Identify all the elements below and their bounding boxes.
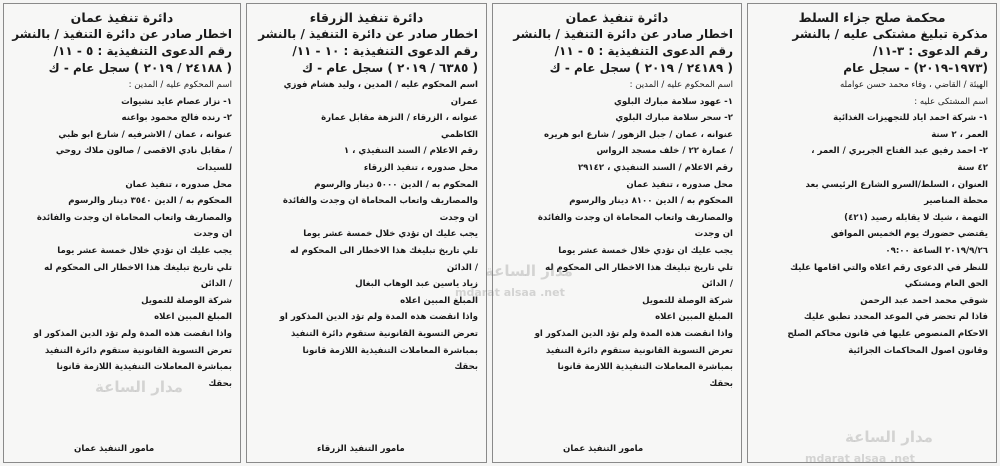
case-number-line: رقم الدعوى التنفيذية : ١٠ - ١١/ bbox=[292, 44, 478, 58]
notice-text-line: شركة الوصلة للتمويل bbox=[141, 295, 232, 306]
notice-text-line: اسم المحكوم عليه / المدين ، وليد هشام فوزي bbox=[283, 80, 478, 90]
notice-text-line: والمصاريف واتعاب المحاماة ان وجدت والفائدة bbox=[537, 212, 733, 223]
notice-text-line: والمصاريف واتعاب المحاماة ان وجدت والفائدة bbox=[282, 196, 478, 207]
notice-title: دائرة تنفيذ عمان bbox=[565, 10, 669, 25]
case-number-line: رقم الدعوى التنفيذية : ٥ - ١١/ bbox=[53, 44, 232, 58]
watermark-text: mdarat alsaa .net bbox=[805, 452, 915, 465]
notice-text-line: / الدائن bbox=[446, 262, 478, 273]
notice-text-line: شوقي محمد احمد عبد الرحمن bbox=[860, 295, 988, 306]
notice-text-line: رقم الاعلام / السند التنفيذي ، ١ bbox=[343, 146, 478, 157]
notice-text-line: تلي تاريخ تبليغك هذا الاخطار الى المحكوم له bbox=[290, 245, 478, 256]
notice-text-line: وقانون اصول المحاكمات الجزائية bbox=[848, 345, 988, 356]
watermark-text: مدار الساعة bbox=[485, 262, 573, 280]
watermark-text: mdarat alsaa .net bbox=[455, 286, 565, 299]
notice-text-line: فاذا لم تحضر في الموعد المحدد تطبق عليك bbox=[803, 312, 988, 323]
notice-title: دائرة تنفيذ عمان bbox=[70, 10, 174, 25]
notice-text-line: العنوان ، السلط/السرو الشارع الرئيسي بعد bbox=[805, 179, 988, 190]
notice-text-line: يجب عليك ان تؤدي خلال خمسة عشر يوما bbox=[57, 245, 232, 256]
notice-footer-signature: مامور التنفيذ الزرقاء bbox=[317, 444, 405, 455]
notice-text-line: المحكوم به / الدين ٨١٠٠ دينار والرسوم bbox=[569, 196, 733, 207]
notice-text-line: شركة الوصلة للتمويل bbox=[642, 295, 733, 306]
notice-text-line: ٢- سحر سلامة مبارك البلوي bbox=[615, 113, 733, 124]
notice-text-line: عنوانه ، عمان / الاشرفيه / شارع ابو ظبي bbox=[58, 129, 232, 140]
notice-text-line: المبلغ المبين اعلاه bbox=[154, 312, 232, 323]
notice-footer-signature: مامور التنفيذ عمان bbox=[563, 444, 644, 455]
notice-title: دائرة تنفيذ الزرقاء bbox=[309, 10, 424, 25]
notice-text-line: تعرض التسوية القانونية ستقوم دائرة التنفيذ bbox=[545, 345, 733, 356]
notice-text-line: عنوانه ، عمان / جبل الزهور / شارع ابو هريره bbox=[543, 129, 733, 140]
notice-text-line: محل صدوره ، تنفيذ الزرقاء bbox=[363, 162, 478, 173]
notice-text-line: محل صدوره ، تنفيذ عمان bbox=[125, 179, 232, 190]
notice-text-line: بحقك bbox=[454, 362, 478, 373]
notice-text-line: واذا انقضت هذه المدة ولم تؤد الدين المذكور او bbox=[33, 328, 232, 339]
notice-text-line: يقتضي حضورك يوم الخميس الموافق bbox=[830, 229, 988, 240]
notice-column-amman-24189 bbox=[492, 3, 742, 463]
notice-text-line: واذا انقضت هذه المدة ولم تؤد الدين المذكور او bbox=[534, 328, 733, 339]
notice-text-line: للسيدات bbox=[196, 162, 232, 173]
notice-text-line: رقم الاعلام / السند التنفيذي ، ٢٩١٤٢ bbox=[577, 162, 733, 173]
notice-subtitle: اخطار صادر عن دائرة التنفيذ / بالنشر bbox=[12, 27, 232, 41]
notice-text-line: والمصاريف واتعاب المحاماة ان وجدت والفائدة bbox=[36, 212, 232, 223]
notice-text-line: واذا انقضت هذه المدة ولم تؤد الدين المذكور او bbox=[279, 312, 478, 323]
notice-text-line: للنظر في الدعوى رقم اعلاه والتي اقامها عليك bbox=[790, 262, 988, 273]
notice-text-line: زياد ياسين عبد الوهاب البغال bbox=[355, 279, 478, 290]
notice-footer-signature: مامور التنفيذ عمان bbox=[74, 444, 155, 455]
notice-text-line: ان وجدت bbox=[193, 229, 232, 240]
case-number-line: رقم الدعوى : ٣-١١/ bbox=[872, 44, 988, 58]
notice-text-line: محطة المناصير bbox=[924, 196, 988, 207]
notice-text-line: عمران bbox=[450, 96, 478, 107]
notice-text-line: اسم المحكوم عليه / المدين : bbox=[629, 80, 733, 90]
notice-text-line: محل صدوره ، تنفيذ عمان bbox=[626, 179, 733, 190]
notice-text-line: بحقك bbox=[208, 378, 232, 389]
notice-text-line: المحكوم به / الدين ٥٠٠٠ دينار والرسوم bbox=[314, 179, 478, 190]
notice-text-line: ١- نزار عصام عايد نشيوات bbox=[121, 96, 232, 107]
notice-text-line: عنوانه ، الزرقاء / النزهة مقابل عمارة bbox=[321, 113, 478, 124]
notice-subtitle: مذكرة تبليغ مشتكى عليه / بالنشر bbox=[792, 27, 988, 41]
notice-text-line: تلي تاريخ تبليغك هذا الاخطار الى المحكوم له bbox=[44, 262, 232, 273]
watermark-text: مدار الساعة bbox=[845, 428, 933, 446]
notice-text-line: الاحكام المنصوص عليها في قانون محاكم الصلح bbox=[787, 328, 988, 339]
notice-text-line: العمر ، ٢ سنة bbox=[931, 129, 988, 140]
notice-text-line: المحكوم به / الدين ٣٥٤٠ دينار والرسوم bbox=[68, 196, 232, 207]
notice-text-line: ١- عهود سلامة مبارك البلوي bbox=[614, 96, 733, 107]
notice-text-line: الكاظمي bbox=[441, 129, 478, 140]
notice-subtitle: اخطار صادر عن دائرة التنفيذ / بالنشر bbox=[258, 27, 478, 41]
notice-text-line: ٢٠١٩/٩/٢٦ الساعة ٠٩:٠٠ bbox=[885, 245, 988, 256]
notice-text-line: اسم المحكوم عليه / المدين : bbox=[128, 80, 232, 90]
notice-text-line: تلي تاريخ تبليغك هذا الاخطار الى المحكوم له bbox=[545, 262, 733, 273]
notice-text-line: بمباشرة المعاملات التنفيذية اللازمة قانونا bbox=[56, 362, 232, 373]
notice-column-zarqa-6385 bbox=[246, 3, 487, 463]
notice-text-line: يجب عليك ان تؤدي خلال خمسة عشر يوما bbox=[558, 245, 733, 256]
notice-text-line: / الدائن bbox=[200, 279, 232, 290]
notice-text-line: / الدائن bbox=[701, 279, 733, 290]
notice-text-line: المبلغ المبين اعلاه bbox=[655, 312, 733, 323]
notice-text-line: تعرض التسوية القانونية ستقوم دائرة التنفيذ bbox=[44, 345, 232, 356]
notice-text-line: ٢- احمد رفيق عبد الفتاح الجريري / العمر ، bbox=[811, 146, 988, 157]
case-register-line: ( ٢٤١٨٨ / ٢٠١٩ ) سجل عام - ك bbox=[48, 61, 232, 75]
notice-text-line: ٤٢ سنة bbox=[957, 162, 988, 173]
notice-text-line: المبلغ المبين اعلاه bbox=[400, 295, 478, 306]
notice-text-line: بمباشرة المعاملات التنفيذية اللازمة قانونا bbox=[557, 362, 733, 373]
notice-text-line: ان وجدت bbox=[439, 212, 478, 223]
notice-column-salt-court bbox=[747, 3, 997, 463]
notice-column-amman-24188 bbox=[3, 3, 241, 463]
case-number-line: رقم الدعوى التنفيذية : ٥ - ١١/ bbox=[554, 44, 733, 58]
notice-text-line: التهمة ، شيك لا يقابله رصيد (٤٢١) bbox=[844, 212, 988, 223]
notice-text-line: تعرض التسوية القانونية ستقوم دائرة التنفيذ bbox=[290, 328, 478, 339]
case-register-line: (١٩٧٣-٢٠١٩) - سجل عام bbox=[843, 61, 988, 75]
notice-text-line: يجب عليك ان تؤدي خلال خمسة عشر يوما bbox=[303, 229, 478, 240]
notice-title: محكمة صلح جزاء السلط bbox=[798, 10, 946, 25]
notice-text-line: اسم المشتكى عليه : bbox=[914, 96, 988, 107]
notice-text-line: / عمارة ٢٢ / خلف مسجد الرواس bbox=[596, 146, 733, 157]
notice-text-line: ان وجدت bbox=[694, 229, 733, 240]
notice-text-line: بمباشرة المعاملات التنفيذية اللازمة قانونا bbox=[302, 345, 478, 356]
notice-subtitle: اخطار صادر عن دائرة التنفيذ / بالنشر bbox=[513, 27, 733, 41]
notice-text-line: بحقك bbox=[709, 378, 733, 389]
watermark-text: مدار الساعة bbox=[95, 378, 183, 396]
notice-text-line: ٢- رنده فالح محمود بواعنه bbox=[121, 113, 232, 124]
case-register-line: ( ٢٤١٨٩ / ٢٠١٩ ) سجل عام - ك bbox=[549, 61, 733, 75]
notice-text-line: / مقابل نادي الاقصى / صالون ملاك روحي bbox=[55, 146, 232, 157]
notice-text-line: الهيئة / القاضي ، وفاء محمد حسن عوامله bbox=[839, 80, 988, 90]
case-register-line: ( ٦٣٨٥ / ٢٠١٩ ) سجل عام - ك bbox=[301, 61, 478, 75]
notice-text-line: الحق العام ومشتكي bbox=[904, 279, 988, 290]
notice-text-line: ١- شركة احمد اياد للتجهيزات الغذائية bbox=[833, 113, 988, 124]
